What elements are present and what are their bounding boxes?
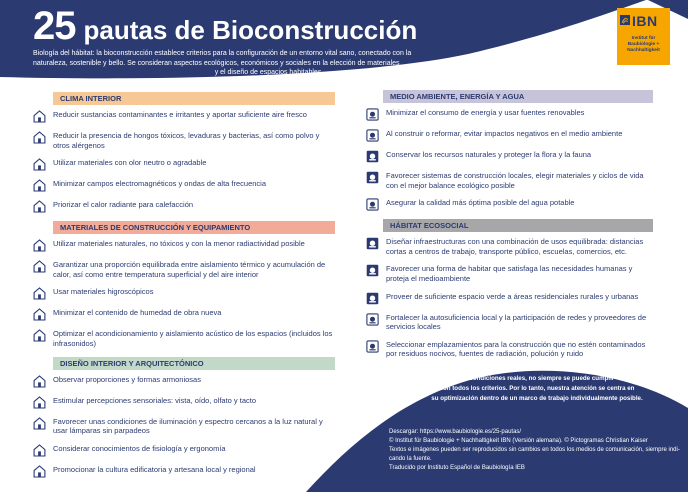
guideline-item (33, 260, 335, 279)
guideline-text: Minimizar campos electromagnéticos y ondas de alta frecuencia (53, 179, 267, 189)
guideline-text: Favorecer unas condiciones de iluminación y espectro cercanos a la luz natural y usar lámparas sin parpadeos (53, 416, 323, 436)
guideline-text: Al construir o reformar, evitar impactos negativos en el medio ambiente (386, 129, 623, 138)
mold-allergens-house-icon (33, 131, 46, 144)
guideline-item (33, 375, 335, 388)
right-column (366, 90, 656, 367)
section-clima-interior (33, 92, 335, 213)
guideline-text: Fortalecer la autosuficiencia local y la participación de redes y proveedores de servicios locales (386, 312, 647, 332)
guideline-text: Reducir sustancias contaminantes e irritantes y aportar suficiente aire fresco (53, 110, 307, 119)
download-line (389, 428, 685, 437)
building-moisture-house-icon (33, 308, 46, 321)
local-construction-gears-tile-icon (366, 171, 379, 184)
guideline-item (33, 308, 335, 321)
guideline-text: Favorecer sistemas de construcción locales, elegir materiales y ciclos de vida con el mejor balance ecológico posible (386, 171, 644, 190)
guideline-text: Minimizar el consumo de energía y usar fuentes renovables (386, 108, 585, 117)
guideline-text: Minimizar el contenido de humedad de obra nueva (53, 308, 222, 318)
guideline-item (33, 131, 335, 150)
ibn-logo (617, 8, 670, 65)
footer-note-line: con todos los criterios. Por lo tanto, nuestra atención se centra en (439, 385, 635, 392)
guideline-text: Optimizar el acondicionamiento y aislamiento acústico de los espacios (incluidos los infrasonidos) (53, 329, 333, 348)
credits-line: cando la fuente. (389, 456, 432, 462)
natural-materials-house-icon (33, 239, 46, 252)
guideline-text: Utilizar materiales con olor neutro o agradable (53, 158, 207, 168)
credits-line: © Institut für Baubiologie + Nachhaltigkeit IBN (Versión alemana). © Pictogramas Christian Kaiser (389, 438, 648, 444)
acoustic-insulation-house-icon (33, 329, 46, 342)
guideline-text: Estimular percepciones sensoriales: vista, oído, olfato y tacto (53, 395, 257, 405)
ibn-org-line: Nachhaltigkeit (627, 48, 660, 53)
section-habitat-ecosocial (366, 219, 656, 359)
download-label: Descargar: (389, 429, 421, 435)
guideline-item (366, 198, 656, 211)
subtitle-line: naturaleza, sostenible y bello. Se consideran aspectos ecológicos, económicos y sociales en la elección de materiales (33, 59, 400, 67)
guideline-item (366, 313, 656, 332)
ibn-logo-top (620, 12, 667, 30)
section-header-clima-interior: CLIMA INTERIOR (53, 92, 335, 105)
guideline-item (366, 129, 656, 142)
section-header-medio-ambiente: MEDIO AMBIENTE, ENERGÍA Y AGUA (383, 90, 653, 103)
local-network-tile-icon (366, 313, 379, 326)
guideline-text: Garantizar una proporción equilibrada entre aislamiento térmico y acumulación de calor, así como entre temperatura superficial y del aire interior (53, 260, 326, 279)
subtitle-line: Biología del hábitat: la bioconstrucción establece criterios para la configuración de un entorno vital sano, conectado con la (33, 50, 412, 57)
footer-note (412, 374, 662, 404)
credits-line: Textos e imágenes pueden ser reproducidos sin cambios en todos los medios de comunicación, siempre indi- (389, 447, 680, 453)
section-materiales-construccion (33, 221, 335, 348)
guideline-item (366, 264, 656, 283)
page-title (33, 6, 553, 46)
mixed-use-infrastructure-tile-icon (366, 237, 379, 250)
guideline-text: Seleccionar emplazamientos para la construcción que no estén contaminados por residuos nocivos, fuentes de radiación, polución y ruido (386, 339, 646, 359)
radiant-heat-house-icon (33, 200, 46, 213)
local-building-culture-house-icon (33, 465, 46, 478)
footer-note-line: su optimización dentro de un marco de trabajo individualmente posible. (431, 395, 643, 402)
credits-line: Traducido por Instituto Español de Baubiología IEB (389, 465, 525, 471)
guideline-item (366, 340, 656, 359)
guideline-item (33, 417, 335, 436)
subtitle (33, 49, 505, 78)
title-text: pautas de Bioconstrucción (83, 15, 418, 45)
sensory-perception-house-icon (33, 396, 46, 409)
guideline-text: Observar proporciones y formas armoniosas (53, 374, 201, 384)
thermal-balance-house-icon (33, 260, 46, 273)
neutral-odor-house-icon (33, 158, 46, 171)
harmonic-proportions-house-icon (33, 375, 46, 388)
fresh-air-house-icon (33, 110, 46, 123)
guideline-text: Considerar conocimientos de fisiología y ergonomía (53, 443, 226, 453)
section-diseno-interior (33, 357, 335, 478)
guideline-text: Usar materiales higroscópicos (53, 287, 154, 297)
guideline-text: Proveer de suficiente espacio verde a áreas residenciales rurales y urbanas (386, 291, 639, 301)
guideline-item (33, 444, 335, 457)
guideline-text: Priorizar el calor radiante para calefacción (53, 200, 194, 210)
guideline-item (366, 292, 656, 305)
ibn-org-line: Institut für (631, 36, 656, 41)
title-number: 25 (33, 4, 76, 48)
guideline-item (33, 465, 335, 478)
guideline-item (366, 108, 656, 121)
guideline-text: Conservar los recursos naturales y proteger la flora y la fauna (386, 150, 592, 159)
environmental-impact-tile-icon (366, 129, 379, 142)
nature-conservation-leaf-tile-icon (366, 150, 379, 163)
hygroscopic-materials-house-icon (33, 287, 46, 300)
guideline-item (366, 171, 656, 190)
guideline-item (33, 179, 335, 192)
guideline-text: Favorecer una forma de habitar que satisfaga las necesidades humanas y proteja el medioambiente (386, 264, 633, 283)
download-url-link[interactable]: https://www.baubiologie.es/25-pautas/ (420, 429, 522, 435)
section-medio-ambiente (366, 90, 656, 211)
guideline-text: Reducir la presencia de hongos tóxicos, levaduras y bacterias, así como polvo y otros alérgenos (53, 131, 320, 150)
drinking-water-tap-tile-icon (366, 198, 379, 211)
guideline-item (366, 237, 656, 256)
guideline-item (33, 329, 335, 348)
guideline-text: Diseñar infraestructuras con una combinación de usos equilibrada: distancias cortas a centros de trabajo, transporte público, escuelas, comercios, etc. (386, 237, 644, 256)
guideline-text: Utilizar materiales naturales, no tóxicos y con la menor radiactividad posible (53, 239, 305, 249)
guideline-text: Promocionar la cultura edificatoria y artesana local y regional (53, 464, 256, 474)
ibn-logo-glyph (620, 12, 630, 30)
emf-shielding-house-icon (33, 179, 46, 192)
subtitle-line: y el diseño de espacios habitables. (214, 69, 324, 77)
guideline-item (33, 239, 335, 252)
footer-note-line: En condiciones reales, no siempre se puede cumplir (459, 375, 615, 382)
uncontaminated-site-tile-icon (366, 340, 379, 353)
section-header-materiales-construccion: MATERIALES DE CONSTRUCCIÓN Y EQUIPAMIENTO (53, 221, 335, 234)
section-header-diseno-interior: DISEÑO INTERIOR Y ARQUITECTÓNICO (53, 357, 335, 370)
natural-light-house-icon (33, 417, 46, 430)
physiology-ergonomics-house-icon (33, 444, 46, 457)
footer-credits (389, 428, 685, 473)
guideline-item (366, 150, 656, 163)
section-header-habitat-ecosocial: HÁBITAT ECOSOCIAL (383, 219, 653, 232)
green-space-tile-icon (366, 292, 379, 305)
guideline-item (33, 396, 335, 409)
ibn-logo-acronym: IBN (632, 13, 658, 29)
guideline-text: Asegurar la calidad más óptima posible del agua potable (386, 198, 575, 208)
renewable-energy-tile-icon (366, 108, 379, 121)
ibn-logo-orgname (620, 36, 667, 54)
guideline-item (33, 158, 335, 171)
ibn-org-line: Baubiologie + (627, 42, 660, 47)
guideline-item (33, 200, 335, 213)
human-needs-habitat-tile-icon (366, 264, 379, 277)
left-column (33, 92, 335, 486)
guideline-item (33, 287, 335, 300)
header (33, 6, 553, 78)
guideline-item (33, 110, 335, 123)
